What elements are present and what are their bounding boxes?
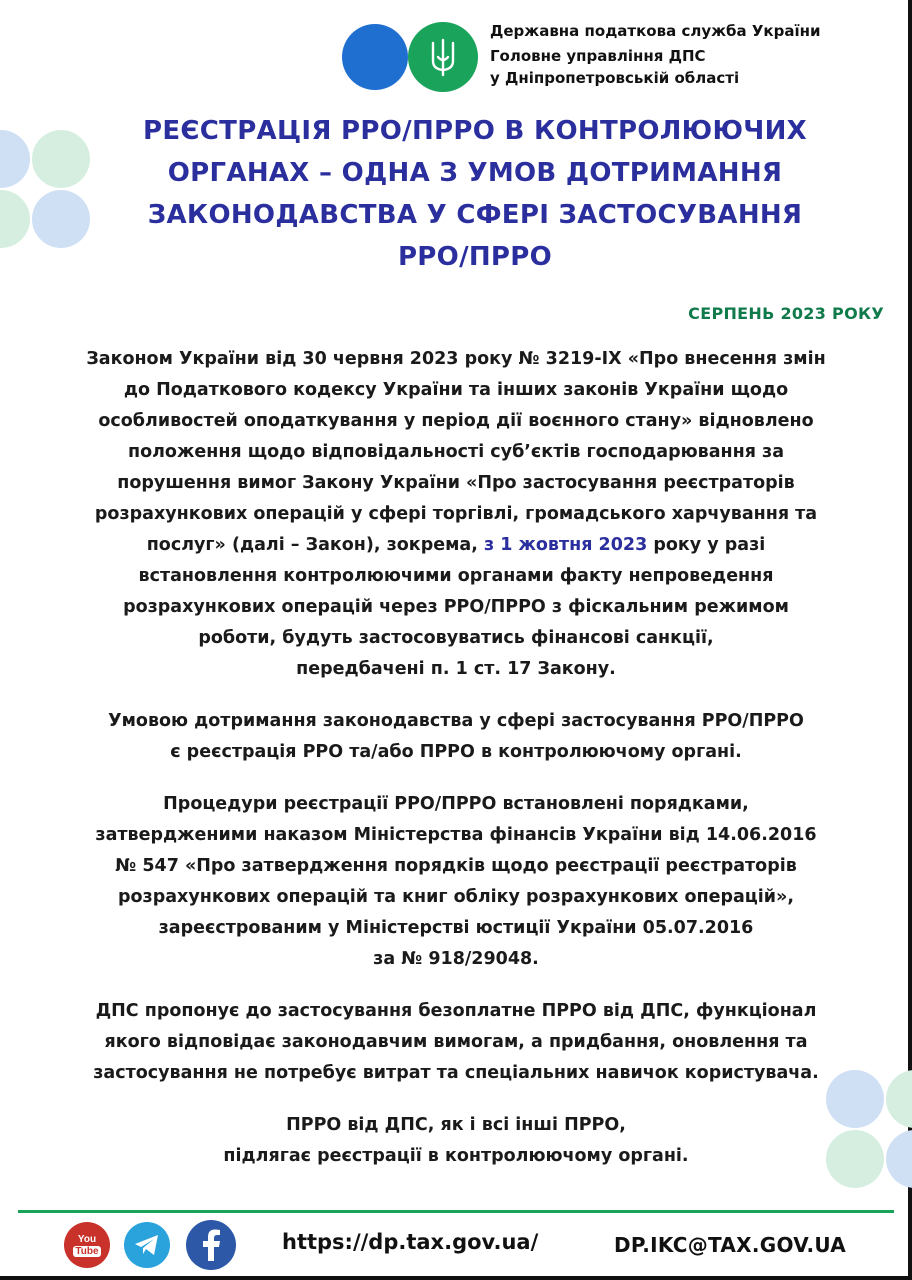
text-line: за № 918/29048. — [373, 949, 539, 969]
facebook-f-icon — [200, 1229, 222, 1261]
org-line-2: Головне управління ДПС — [490, 47, 706, 65]
text-line: передбачені п. 1 ст. 17 Закону. — [296, 659, 616, 679]
text-line: Процедури реєстрації РРО/ПРРО встановлені порядками, — [163, 794, 749, 814]
text-line: встановлення контролюючими органами факту непроведення — [138, 566, 774, 586]
text-line: розрахункових операцій та книг обліку розрахункових операцій», — [117, 887, 794, 907]
paragraph-1 — [20, 344, 892, 685]
org-line-1: Державна податкова служба України — [490, 22, 821, 40]
text-line: є реєстрація РРО та/або ПРРО в контролюючому органі. — [170, 742, 742, 762]
youtube-label-top: You — [77, 1233, 97, 1245]
text-line: підлягає реєстрації в контролюючому органі. — [223, 1146, 689, 1166]
decor-dot — [0, 190, 30, 248]
text-line: послуг» (далі – Закон), зокрема, — [146, 535, 484, 555]
text-line: якого відповідає законодавчим вимогам, а придбання, оновлення та — [104, 1032, 808, 1052]
paragraph-3 — [20, 789, 892, 975]
text-line: застосування не потребує витрат та спеціальних навичок користувача. — [93, 1063, 819, 1083]
title-line: ОРГАНАХ – ОДНА З УМОВ ДОТРИМАННЯ — [167, 158, 783, 188]
text-line: зареєстрованим у Міністерстві юстиції України 05.07.2016 — [158, 918, 754, 938]
text-line: положення щодо відповідальності суб’єктів господарювання за — [127, 442, 785, 462]
text-line: розрахункових операцій у сфері торгівлі, громадського харчування та — [94, 504, 818, 524]
trident-icon — [428, 37, 458, 77]
title-line: ЗАКОНОДАВСТВА У СФЕРІ ЗАСТОСУВАННЯ — [147, 200, 803, 230]
footer-divider — [18, 1210, 894, 1213]
publication-date: СЕРПЕНЬ 2023 РОКУ — [688, 304, 884, 323]
text-line: Законом України від 30 червня 2023 року № 3219-IX «Про внесення змін — [86, 349, 826, 369]
text-line: затвердженими наказом Міністерства фінансів України від 14.06.2016 — [95, 825, 817, 845]
organization-name — [490, 20, 820, 89]
highlight-date: з 1 жовтня 2023 — [483, 535, 648, 555]
facebook-icon[interactable] — [186, 1220, 236, 1270]
text-line: до Податкового кодексу України та інших законів України щодо — [123, 380, 789, 400]
title-line: РРО/ПРРО — [397, 242, 553, 272]
telegram-plane-icon — [134, 1234, 160, 1256]
paragraph-4 — [20, 996, 892, 1089]
text-line: особливостей оподаткування у період дії воєнного стану» відновлено — [98, 411, 814, 431]
decor-dot — [0, 130, 30, 188]
text-line: порушення вимог Закону України «Про застосування реєстраторів — [117, 473, 795, 493]
youtube-label-bottom: Tube — [75, 1245, 99, 1257]
title-line: РЕЄСТРАЦІЯ РРО/ПРРО В КОНТРОЛЮЮЧИХ — [142, 116, 808, 146]
page-title — [80, 110, 870, 278]
text-line: роботи, будуть застосовуватись фінансові санкції, — [198, 628, 714, 648]
paragraph-5 — [20, 1110, 892, 1172]
text-line: року у разі — [647, 535, 766, 555]
text-line: розрахункових операцій через РРО/ПРРО з фіскальним режимом — [123, 597, 789, 617]
text-line: ПРРО від ДПС, як і всі інші ПРРО, — [286, 1115, 626, 1135]
org-line-3: у Дніпропетровській області — [490, 69, 740, 87]
email-link[interactable]: DP.IKC@TAX.GOV.UA — [614, 1233, 847, 1257]
article-body — [20, 344, 892, 1193]
logo-green-circle — [408, 22, 478, 92]
frame-bottom-border — [0, 1276, 912, 1280]
text-line: Умовою дотримання законодавства у сфері застосування РРО/ПРРО — [108, 711, 804, 731]
website-link[interactable]: https://dp.tax.gov.ua/ — [282, 1230, 539, 1254]
text-line: № 547 «Про затвердження порядків щодо реєстрації реєстраторів — [115, 856, 797, 876]
logo-blue-circle — [342, 24, 408, 90]
telegram-icon[interactable] — [124, 1222, 170, 1268]
text-line: ДПС пропонує до застосування безоплатне ПРРО від ДПС, функціонал — [95, 1001, 817, 1021]
paragraph-2 — [20, 706, 892, 768]
youtube-icon[interactable] — [64, 1222, 110, 1268]
